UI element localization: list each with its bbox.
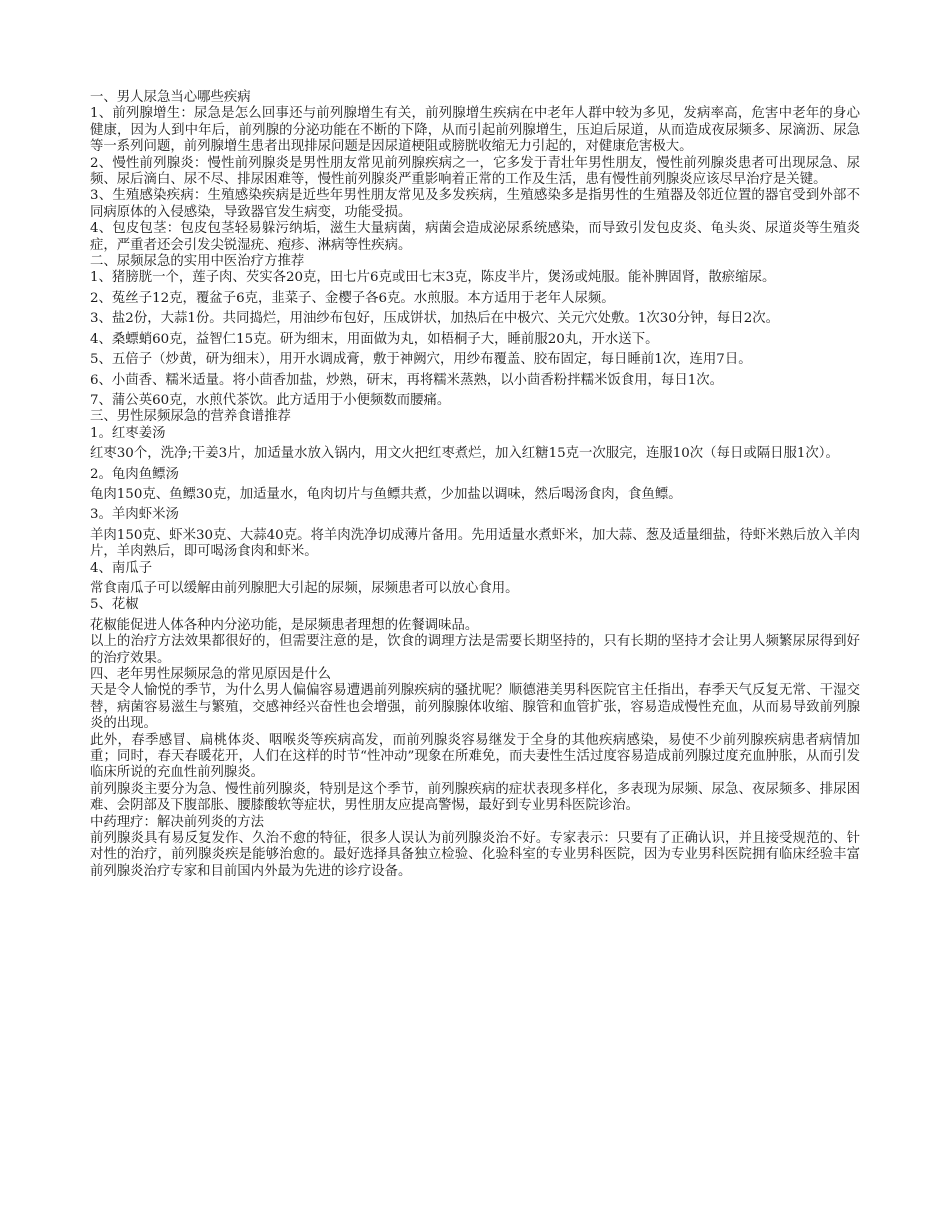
recipe-heading: 2。龟肉鱼鳔汤 bbox=[90, 466, 179, 482]
section-heading: 三、男性尿频尿急的营养食谱推荐 bbox=[90, 409, 291, 425]
paragraph: 以上的治疗方法效果都很好的，但需要注意的是，饮食的调理方法是需要长期坚持的，只有长期的坚持才会让男人频繁尿尿得到好的治疗效果。 bbox=[90, 634, 860, 666]
document-body bbox=[90, 90, 860, 880]
paragraph: 4、桑螵蛸60克，益智仁15克。研为细末，用面做为丸，如梧桐子大，睡前服20丸，开水送下。 bbox=[90, 331, 659, 347]
paragraph: 此外，春季感冒、扁桃体炎、咽喉炎等疾病高发，而前列腺炎容易继发于全身的其他疾病感染，易使不少前列腺疾病患者病情加重；同时，春天春暖花开，人们在这样的时节“性冲动”现象在所难免，而夫妻性生活过度容易造成前列腺过度充血肿胀，从而引发临床所说的充血性前列腺炎。 bbox=[90, 732, 860, 781]
section-heading: 二、尿频尿急的实用中医治疗方推荐 bbox=[90, 254, 305, 270]
paragraph: 龟肉150克、鱼鳔30克，加适量水，龟肉切片与鱼鳔共煮，少加盐以调味，然后喝汤食肉，食鱼鳔。 bbox=[90, 486, 682, 502]
paragraph: 5、五倍子（炒黄，研为细末），用开水调成膏，敷于神阙穴，用纱布覆盖、胶布固定，每日睡前1次，连用7日。 bbox=[90, 352, 752, 368]
paragraph: 7、蒲公英60克，水煎代茶饮。此方适用于小便频数而腰痛。 bbox=[90, 392, 451, 408]
section-heading: 中药理疗：解决前列炎的方法 bbox=[90, 814, 265, 830]
recipe-heading: 1。红枣姜汤 bbox=[90, 425, 166, 441]
paragraph: 常食南瓜子可以缓解由前列腺肥大引起的尿频，尿频患者可以放心食用。 bbox=[90, 580, 519, 596]
paragraph: 2、菟丝子12克，覆盆子6克，韭菜子、金樱子各6克。水煎服。本方适用于老年人尿频。 bbox=[90, 290, 615, 306]
paragraph: 3、盐2份，大蒜1份。共同捣烂，用油纱布包好，压成饼状，加热后在中极穴、关元穴处敷。1次30分钟，每日2次。 bbox=[90, 311, 779, 327]
recipe-heading: 4、南瓜子 bbox=[90, 560, 153, 576]
paragraph: 前列腺炎具有易反复发作、久治不愈的特征，很多人误认为前列腺炎治不好。专家表示：只要有了正确认识，并且接受规范的、针对性的治疗，前列腺炎疾是能够治愈的。最好选择具备独立检验、化验科室的专业男科医院，因为专业男科医院拥有临床经验丰富前列腺炎治疗专家和目前国内外最为先进的诊疗设备。 bbox=[90, 831, 860, 879]
paragraph: 3、生殖感染疾病：生殖感染疾病是近些年男性朋友常见及多发疾病，生殖感染多是指男性的生殖器及邻近位置的器官受到外部不同病原体的入侵感染，导致器官发生病变，功能受损。 bbox=[90, 188, 860, 220]
recipe-heading: 5、花椒 bbox=[90, 597, 139, 613]
paragraph: 红枣30个，洗净;干姜3片，加适量水放入锅内，用文火把红枣煮烂，加入红糖15克一次服完，连服10次（每日或隔日服1次）。 bbox=[90, 446, 839, 462]
paragraph: 羊肉150克、虾米30克、大蒜40克。将羊肉洗净切成薄片备用。先用适量水煮虾米，加大蒜、葱及适量细盐，待虾米熟后放入羊肉片，羊肉熟后，即可喝汤食肉和虾米。 bbox=[90, 527, 860, 560]
paragraph: 1、猪膀胱一个，莲子肉、芡实各20克，田七片6克或田七末3克，陈皮半片，煲汤或炖服。能补脾固肾，散瘀缩尿。 bbox=[90, 270, 776, 286]
recipe-heading: 3。羊肉虾米汤 bbox=[90, 507, 179, 523]
section-heading: 四、老年男性尿频尿急的常见原因是什么 bbox=[90, 667, 332, 682]
paragraph: 4、包皮包茎：包皮包茎轻易躲污纳垢，滋生大量病菌，病菌会造成泌尿系统感染，而导致引发包皮炎、龟头炎、尿道炎等生殖炎症，严重者还会引发尖锐湿疣、疱疹、淋病等性疾病。 bbox=[90, 221, 860, 253]
paragraph: 前列腺炎主要分为急、慢性前列腺炎，特别是这个季节，前列腺疾病的症状表现多样化，多表现为尿频、尿急、夜尿频多、排尿困难、会阴部及下腹部胀、腰膝酸软等症状，男性朋友应提高警惕，最好到专业男科医院诊治。 bbox=[90, 781, 860, 814]
paragraph: 2、慢性前列腺炎：慢性前列腺炎是男性朋友常见前列腺疾病之一，它多发于青壮年男性朋友，慢性前列腺炎患者可出现尿急、尿频、尿后滴白、尿不尽、排尿困难等，慢性前列腺炎严重影响着正常的工作及生活，患有慢性前列腺炎应该尽早治疗是关键。 bbox=[90, 155, 860, 188]
paragraph: 花椒能促进人体各种内分泌功能，是尿频患者理想的佐餐调味品。 bbox=[90, 617, 479, 633]
paragraph: 6、小茴香、糯米适量。将小茴香加盐，炒熟，研末，再将糯米蒸熟，以小茴香粉拌糯米饭食用，每日1次。 bbox=[90, 372, 724, 388]
paragraph: 天是令人愉悦的季节，为什么男人偏偏容易遭遇前列腺疾病的骚扰呢？顺德港美男科医院官主任指出，春季天气反复无常、干湿交替，病菌容易滋生与繁殖，交感神经兴奋性也会增强，前列腺腺体收缩、腺管和血管扩张，容易造成慢性充血，从而易导致前列腺炎的出现。 bbox=[90, 683, 860, 732]
section-heading: 一、男人尿急当心哪些疾病 bbox=[90, 90, 251, 105]
paragraph: 1、前列腺增生：尿急是怎么回事还与前列腺增生有关，前列腺增生疾病在中老年人群中较为多见，发病率高，危害中老年的身心健康，因为人到中年后，前列腺的分泌功能在不断的下降，从而引起前列腺增生，压迫后尿道，从而造成夜尿频多、尿滴沥、尿急等一系列问题，前列腺增生患者出现排尿问题是因尿道梗阻或膀胱收缩无力引起的，对健康危害极大。 bbox=[90, 106, 860, 155]
